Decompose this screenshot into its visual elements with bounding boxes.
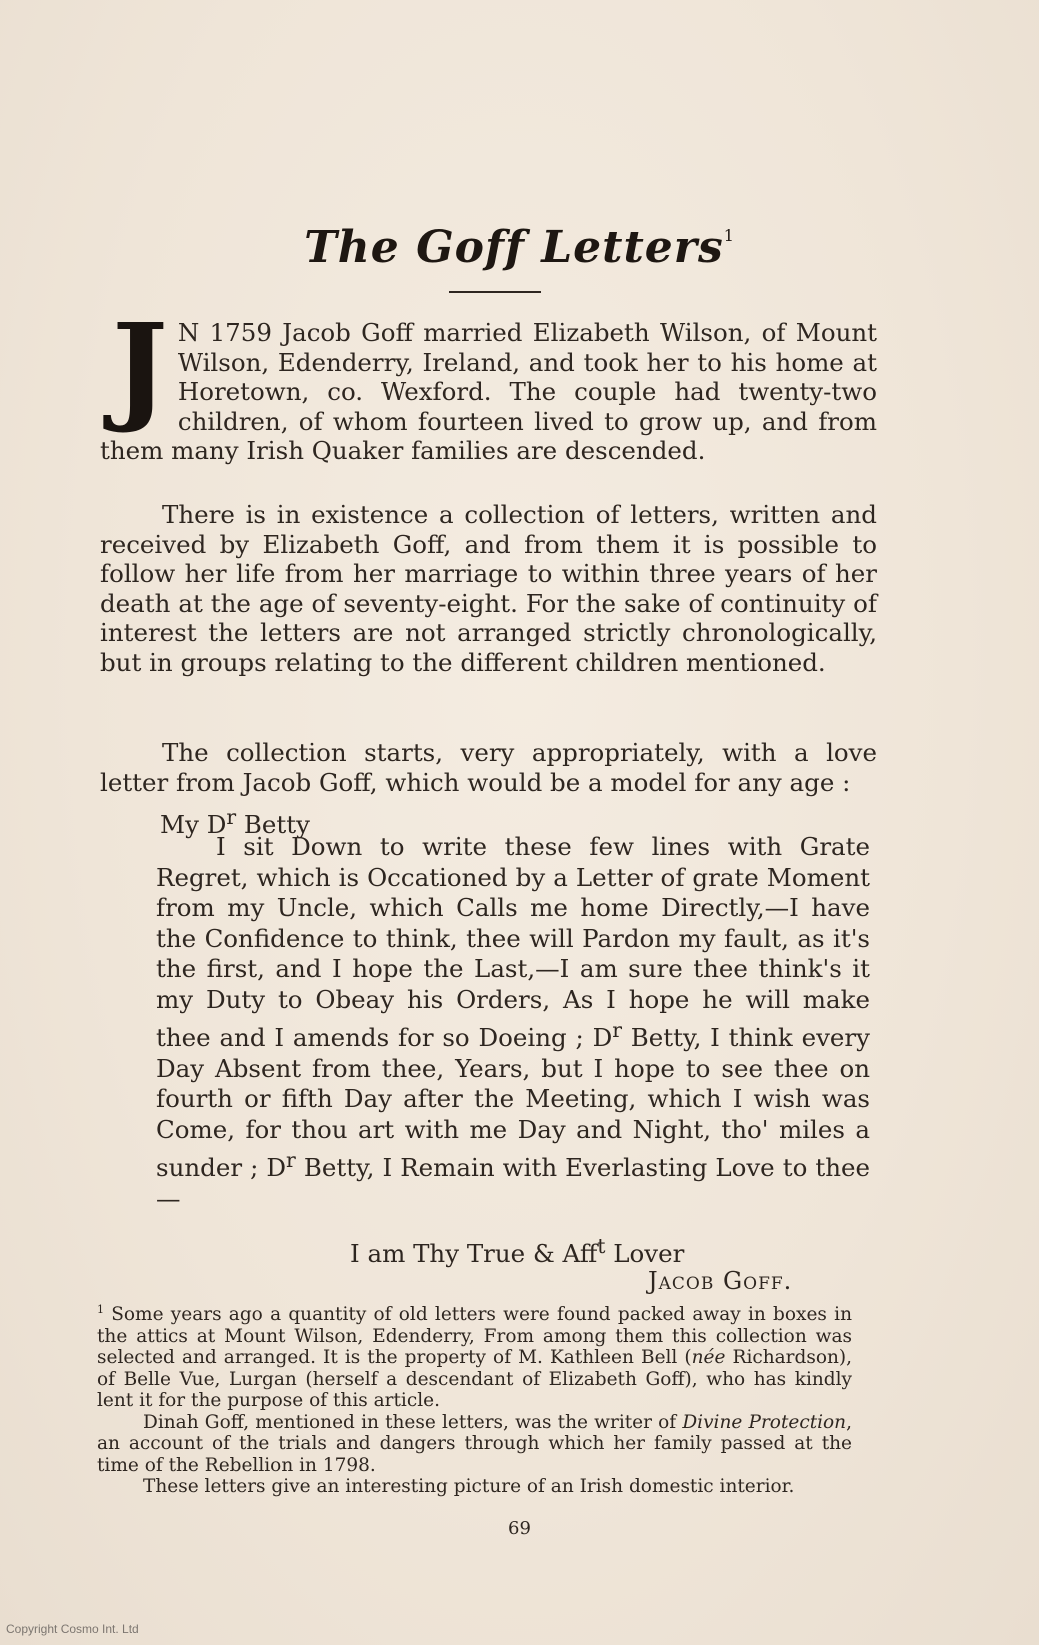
letter-text-part-1: I sit Down to write these few lines with Grate Regret, which is Occationed by a Letter of grate Moment from my Uncle, which Calls me home Directly,—I have the Confidence to think, thee will Pardon my fault, as it's the first, and I hope the Last,—I am sure thee think's it my Duty to Obeay his Orders, As I hope he will make thee and I amends for so Doeing ; D [156,832,870,1053]
intro-paragraph-2: There is in existence a collection of letters, written and received by Elizabeth Goff, and from them it is possible to follow her life from her marriage to within three years of her death at the age of seventy-eight. For the sake of continuity of interest the letters are not arranged strictly chronologically, but in groups relating to the different children mentioned. [100,500,877,677]
footnote-1-italic: née [691,1347,726,1369]
closing-suffix: Lover [605,1239,685,1269]
closing-prefix: I am Thy True & Aff [350,1239,598,1269]
letter-text-part-2: Betty, I think every Day Absent from thee, Years, but I hope to see thee on fourth or fifth Day after the Meeting, which I wish was Come, for thou art with me Day and Night, tho' miles a sunder ; D [156,1023,870,1183]
page-number: 69 [508,1518,531,1539]
closing-superscript: t [597,1234,606,1258]
page-title [0,222,1039,273]
intro-paragraph-3: The collection starts, very appropriately, with a love letter from Jacob Goff, which would be a model for any age : [100,738,877,797]
title-text: The Goff Letters [304,222,724,273]
salutation-prefix: My D [160,810,227,840]
title-footnote-mark: 1 [723,226,735,245]
letter-signature: Jacob Goff. [648,1267,793,1295]
letter-superscript-1: r [612,1018,622,1042]
footnote-2-italic: Divine Protection [682,1411,847,1433]
footnote-2-part-1: Dinah Goff, mentioned in these letters, was the writer of [143,1411,683,1433]
copyright-watermark: Copyright Cosmo Int. Ltd [6,1622,139,1636]
intro-paragraph-1-text: N 1759 Jacob Goff married Elizabeth Wilson, of Mount Wilson, Edenderry, Ireland, and took her to his home at Horetown, co. Wexford. The couple had twenty-two children, of whom fourteen lived to grow up, and from them many Irish Quaker families are descended. [100,318,877,465]
letter-body [156,832,870,1214]
footnote-1-part-2: Richardson), of Belle Vue, Lurgan (herself a descendant of Elizabeth Goff), who has kindly lent it for the purpose of this article. [97,1347,852,1412]
footnote-1-part-1: Some years ago a quantity of old letters were found packed away in boxes in the attics at Mount Wilson, Edenderry, From among them this collection was selected and arranged. It is the property of M. Kathleen Bell ( [97,1304,852,1369]
letter-superscript-2: r [286,1148,296,1173]
footnote-1 [97,1299,852,1412]
footnotes [97,1299,852,1498]
salutation-superscript: r [226,805,237,829]
letter-closing [350,1234,684,1268]
letter-text [156,832,870,1214]
intro-paragraph-1 [100,297,877,466]
footnote-mark: 1 [97,1303,104,1316]
footnote-2 [97,1412,852,1477]
footnote-2-part-2: , an account of the trials and dangers through which her family passed at the time of the Rebellion in 1798. [97,1411,852,1476]
letter-text-part-3: Betty, I Remain with Everlasting Love to thee— [156,1153,871,1213]
salutation-name: Betty [236,810,310,840]
title-divider [449,291,541,293]
drop-cap: J [112,297,168,436]
footnote-3: These letters give an interesting picture of an Irish domestic interior. [143,1476,795,1498]
